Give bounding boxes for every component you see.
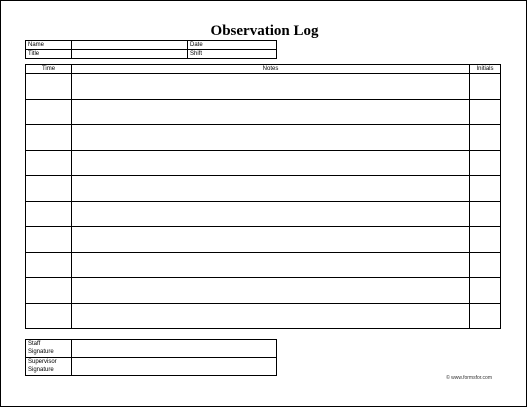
notes-cell[interactable] [72, 303, 470, 329]
observation-log-table [25, 64, 501, 329]
notes-cell[interactable] [72, 176, 470, 202]
initials-cell[interactable] [470, 303, 501, 329]
time-cell[interactable] [26, 227, 72, 253]
log-row [26, 227, 501, 253]
time-cell[interactable] [26, 125, 72, 151]
name-label: Name [26, 41, 72, 50]
initials-cell[interactable] [470, 227, 501, 253]
notes-cell[interactable] [72, 99, 470, 125]
notes-cell[interactable] [72, 74, 470, 100]
log-row [26, 125, 501, 151]
form-title: Observation Log [210, 23, 319, 39]
log-row [26, 303, 501, 329]
notes-cell[interactable] [72, 252, 470, 278]
name-field[interactable] [72, 41, 188, 50]
time-cell[interactable] [26, 74, 72, 100]
initials-cell[interactable] [470, 150, 501, 176]
initials-cell[interactable] [470, 74, 501, 100]
signature-table [25, 339, 277, 376]
footer-credit: © www.formsfor.com [446, 375, 492, 381]
initials-column-header: Initials [470, 65, 501, 74]
log-row [26, 150, 501, 176]
initials-cell[interactable] [470, 99, 501, 125]
time-cell[interactable] [26, 150, 72, 176]
initials-cell[interactable] [470, 176, 501, 202]
supervisor-label-line1: Supervisor [28, 359, 57, 365]
shift-label: Shift [188, 50, 277, 59]
date-label: Date [188, 41, 277, 50]
initials-cell[interactable] [470, 201, 501, 227]
supervisor-signature-label [26, 358, 72, 376]
staff-signature-field[interactable] [72, 340, 277, 358]
staff-signature-label [26, 340, 72, 358]
initials-cell[interactable] [470, 125, 501, 151]
notes-cell[interactable] [72, 227, 470, 253]
staff-label-line1: Staff [28, 341, 41, 347]
time-column-header: Time [26, 65, 72, 74]
notes-cell[interactable] [72, 150, 470, 176]
notes-column-header: Notes [72, 65, 470, 74]
time-cell[interactable] [26, 278, 72, 304]
log-row [26, 176, 501, 202]
time-cell[interactable] [26, 176, 72, 202]
initials-cell[interactable] [470, 252, 501, 278]
initials-cell[interactable] [470, 278, 501, 304]
notes-cell[interactable] [72, 125, 470, 151]
notes-cell[interactable] [72, 201, 470, 227]
log-rows [26, 74, 501, 329]
time-cell[interactable] [26, 99, 72, 125]
time-cell[interactable] [26, 201, 72, 227]
log-row [26, 252, 501, 278]
notes-cell[interactable] [72, 278, 470, 304]
supervisor-signature-field[interactable] [72, 358, 277, 376]
time-cell[interactable] [26, 252, 72, 278]
title-field[interactable] [72, 50, 188, 59]
log-row [26, 278, 501, 304]
header-info-table [25, 40, 277, 59]
title-label: Title [26, 50, 72, 59]
log-row [26, 74, 501, 100]
supervisor-label-line2: Signature [28, 367, 54, 373]
log-row [26, 201, 501, 227]
log-row [26, 99, 501, 125]
staff-label-line2: Signature [28, 349, 54, 355]
time-cell[interactable] [26, 303, 72, 329]
